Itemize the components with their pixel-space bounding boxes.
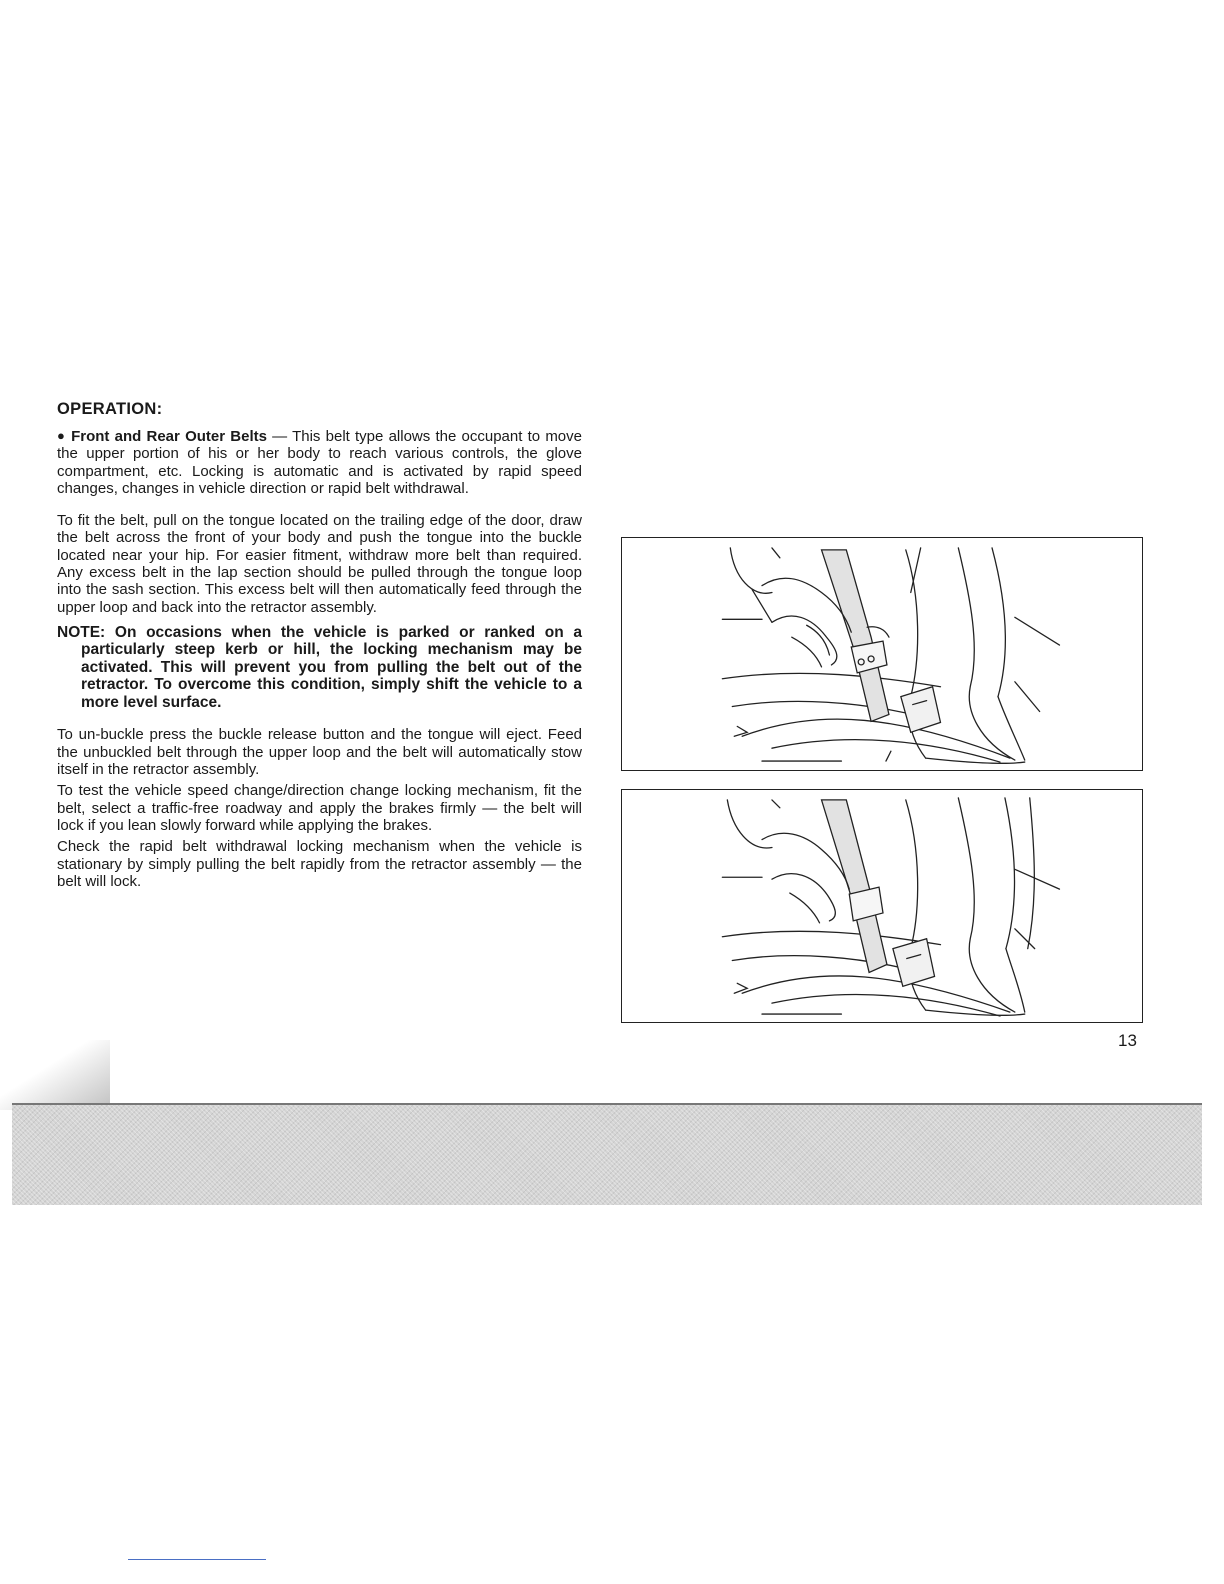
scan-shadow-band bbox=[12, 1103, 1202, 1205]
bullet-body: — This belt type allows the occupant to move the upper portion of his or her body to reach various controls, the glove compartment, etc. Locking is automatic and is activated by rapid speed changes, changes in vehicle direction or rapid belt withdrawal. bbox=[57, 428, 582, 497]
belt-release-illustration bbox=[622, 790, 1142, 1022]
section-heading: OPERATION: bbox=[57, 400, 163, 418]
belt-fastening-illustration bbox=[622, 538, 1142, 770]
test-paragraph: To test the vehicle speed change/direction change locking mechanism, fit the belt, select a traffic-free roadway and apply the brakes firmly — the belt will lock if you lean slowly forward while applying the brakes. bbox=[57, 782, 582, 834]
figure-releasing-belt bbox=[621, 789, 1143, 1023]
footer-underline bbox=[128, 1559, 266, 1560]
page-number: 13 bbox=[1118, 1031, 1137, 1050]
figure-fastening-belt bbox=[621, 537, 1143, 771]
check-paragraph: Check the rapid belt withdrawal locking mechanism when the vehicle is stationary by simply pulling the belt rapidly from the retractor assembly — the belt will lock. bbox=[57, 838, 582, 890]
bullet-icon: ● bbox=[57, 428, 66, 443]
bullet-title: Front and Rear Outer Belts bbox=[71, 428, 267, 445]
fit-paragraph: To fit the belt, pull on the tongue located on the trailing edge of the door, draw the belt across the front of your body and push the tongue into the buckle located near your hip. For easier fitment, withdraw more belt than required. Any excess belt in the lap section should be pulled through the tongue loop into the sash section. This excess belt will then automatically feed through the upper loop and back into the retractor assembly. bbox=[57, 512, 582, 616]
text-column bbox=[57, 400, 582, 890]
bullet-paragraph bbox=[57, 427, 582, 497]
note-paragraph: NOTE: On occasions when the vehicle is parked or ranked on a particularly steep kerb or hill, the locking mechanism may be activated. This will prevent you from pulling the belt out of the retractor. To overcome this condition, simply shift the vehicle to a more level surface. bbox=[57, 623, 582, 711]
unbuckle-paragraph: To un-buckle press the buckle release button and the tongue will eject. Feed the unbuckled belt through the upper loop and the belt will automatically stow itself in the retractor assembly. bbox=[57, 726, 582, 779]
scan-edge-shadow bbox=[0, 1040, 110, 1110]
